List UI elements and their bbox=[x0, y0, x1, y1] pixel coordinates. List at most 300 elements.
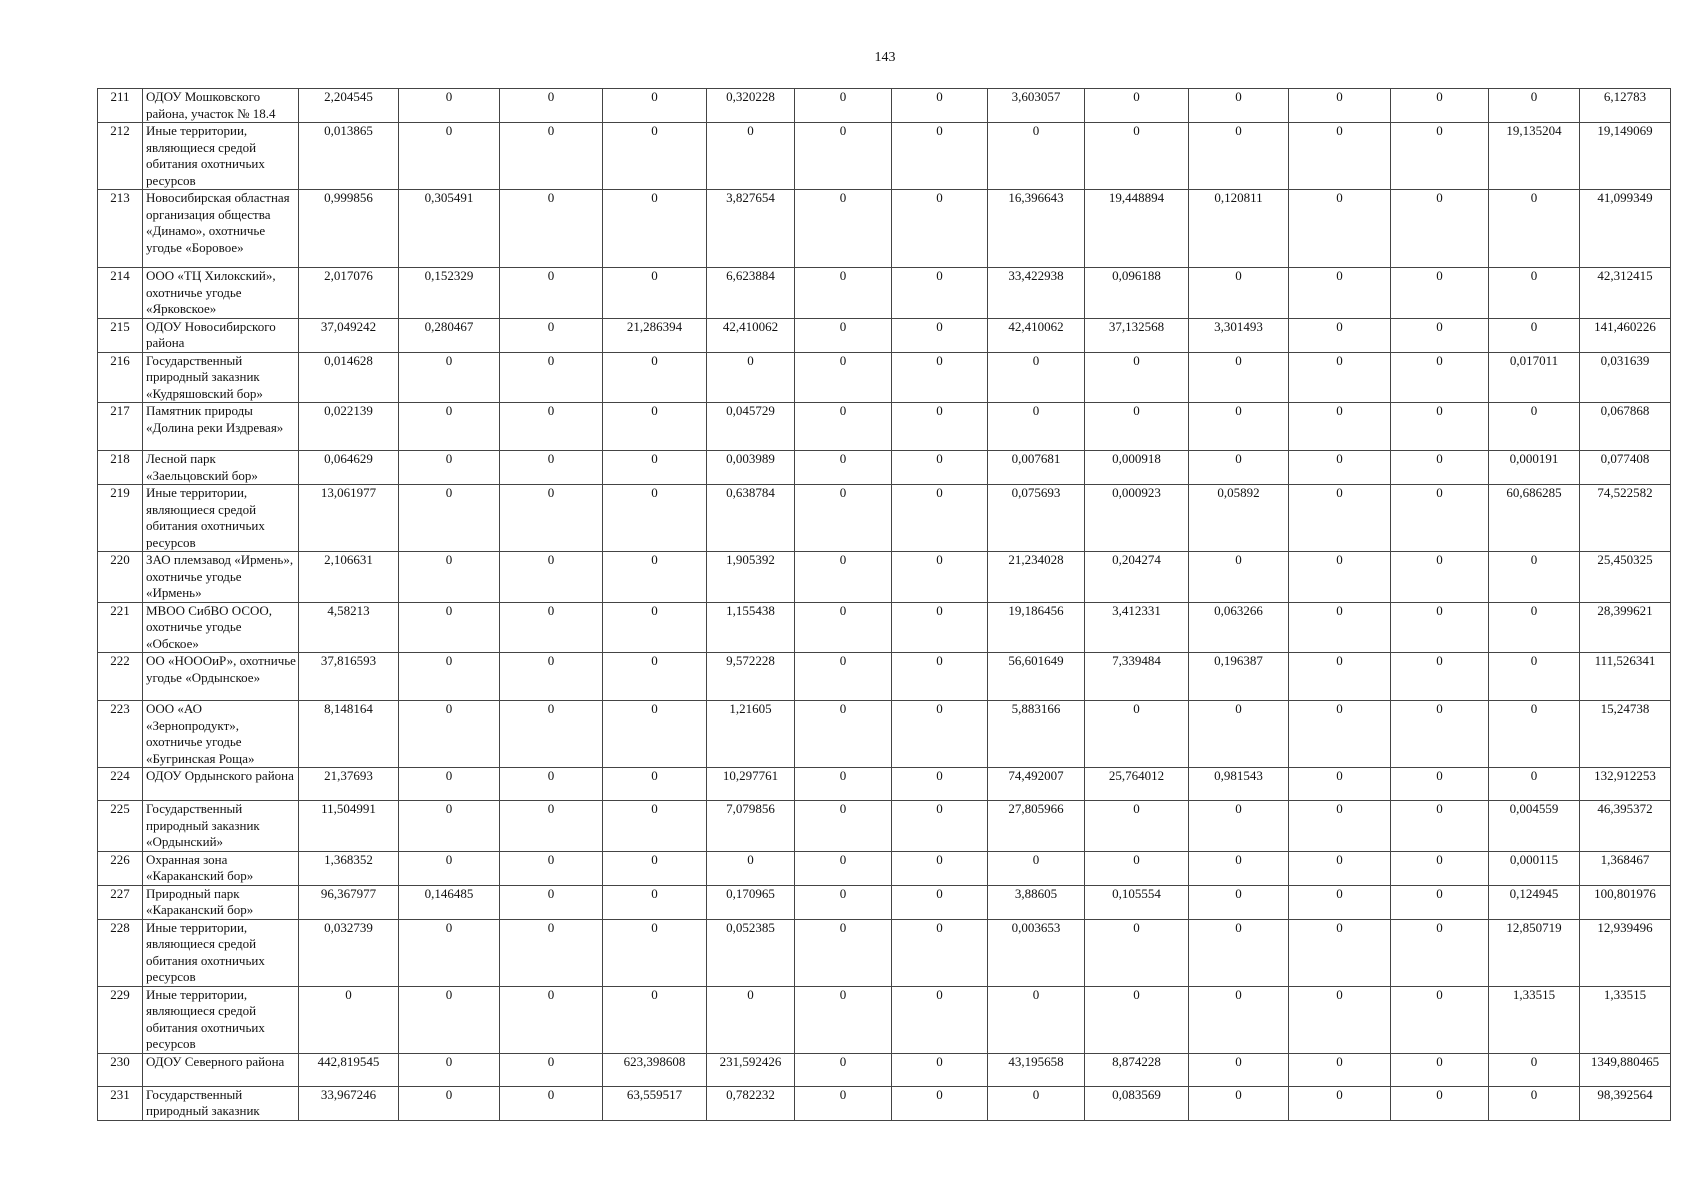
value-cell: 0,120811 bbox=[1189, 190, 1289, 268]
territory-name: ЗАО племзавод «Ирмень», охотничье угодье «Ирмень» bbox=[143, 552, 299, 603]
value-cell: 0 bbox=[795, 653, 892, 701]
value-cell: 231,592426 bbox=[707, 1053, 795, 1086]
value-cell: 1,368352 bbox=[299, 851, 399, 885]
table-row bbox=[98, 190, 1671, 268]
value-cell: 0 bbox=[1289, 451, 1391, 485]
value-cell: 74,522582 bbox=[1580, 485, 1671, 552]
value-cell: 0,305491 bbox=[399, 190, 500, 268]
table-row bbox=[98, 768, 1671, 801]
value-cell: 0 bbox=[892, 919, 988, 986]
territory-name: Иные территории, являющиеся средой обитания охотничьих ресурсов bbox=[143, 986, 299, 1053]
value-cell: 0 bbox=[892, 701, 988, 768]
value-cell: 37,816593 bbox=[299, 653, 399, 701]
value-cell: 42,410062 bbox=[988, 318, 1085, 352]
territory-name: ОДОУ Ордынского района bbox=[143, 768, 299, 801]
value-cell: 0 bbox=[1489, 403, 1580, 451]
value-cell: 3,88605 bbox=[988, 885, 1085, 919]
value-cell: 0 bbox=[603, 352, 707, 403]
value-cell: 0 bbox=[1391, 919, 1489, 986]
table-row bbox=[98, 1086, 1671, 1120]
value-cell: 28,399621 bbox=[1580, 602, 1671, 653]
value-cell: 0 bbox=[1085, 701, 1189, 768]
row-number: 216 bbox=[98, 352, 143, 403]
value-cell: 0,320228 bbox=[707, 89, 795, 123]
value-cell: 12,939496 bbox=[1580, 919, 1671, 986]
table-row bbox=[98, 602, 1671, 653]
value-cell: 0 bbox=[299, 986, 399, 1053]
table-row bbox=[98, 318, 1671, 352]
value-cell: 33,422938 bbox=[988, 268, 1085, 319]
value-cell: 0 bbox=[1489, 552, 1580, 603]
value-cell: 0 bbox=[1489, 1086, 1580, 1120]
territory-name: ОДОУ Новосибирского района bbox=[143, 318, 299, 352]
value-cell: 0,152329 bbox=[399, 268, 500, 319]
value-cell: 0 bbox=[988, 403, 1085, 451]
value-cell: 0 bbox=[1085, 919, 1189, 986]
value-cell: 0,032739 bbox=[299, 919, 399, 986]
value-cell: 0 bbox=[1085, 801, 1189, 852]
value-cell: 0 bbox=[500, 318, 603, 352]
value-cell: 0 bbox=[795, 268, 892, 319]
value-cell: 0 bbox=[795, 701, 892, 768]
table-row bbox=[98, 352, 1671, 403]
value-cell: 0 bbox=[1289, 1086, 1391, 1120]
value-cell: 0 bbox=[892, 653, 988, 701]
value-cell: 0 bbox=[1391, 485, 1489, 552]
value-cell: 0 bbox=[399, 986, 500, 1053]
table-row bbox=[98, 1053, 1671, 1086]
value-cell: 21,37693 bbox=[299, 768, 399, 801]
value-cell: 0 bbox=[892, 1086, 988, 1120]
value-cell: 0 bbox=[892, 986, 988, 1053]
value-cell: 12,850719 bbox=[1489, 919, 1580, 986]
value-cell: 0 bbox=[988, 1086, 1085, 1120]
value-cell: 0 bbox=[1391, 89, 1489, 123]
value-cell: 0 bbox=[603, 602, 707, 653]
value-cell: 33,967246 bbox=[299, 1086, 399, 1120]
value-cell: 0 bbox=[1489, 318, 1580, 352]
value-cell: 1,368467 bbox=[1580, 851, 1671, 885]
value-cell: 0 bbox=[795, 485, 892, 552]
value-cell: 0 bbox=[603, 268, 707, 319]
value-cell: 0 bbox=[1085, 123, 1189, 190]
row-number: 227 bbox=[98, 885, 143, 919]
value-cell: 0 bbox=[500, 701, 603, 768]
value-cell: 0 bbox=[1289, 851, 1391, 885]
value-cell: 0 bbox=[795, 885, 892, 919]
value-cell: 442,819545 bbox=[299, 1053, 399, 1086]
value-cell: 0,000923 bbox=[1085, 485, 1189, 552]
value-cell: 0 bbox=[1289, 268, 1391, 319]
data-table bbox=[97, 88, 1671, 1121]
value-cell: 0 bbox=[500, 1086, 603, 1120]
value-cell: 41,099349 bbox=[1580, 190, 1671, 268]
territory-name: Иные территории, являющиеся средой обитания охотничьих ресурсов bbox=[143, 485, 299, 552]
value-cell: 0 bbox=[500, 89, 603, 123]
value-cell: 3,412331 bbox=[1085, 602, 1189, 653]
value-cell: 0 bbox=[1085, 986, 1189, 1053]
value-cell: 0,004559 bbox=[1489, 801, 1580, 852]
value-cell: 0 bbox=[1289, 352, 1391, 403]
value-cell: 46,395372 bbox=[1580, 801, 1671, 852]
value-cell: 0 bbox=[500, 919, 603, 986]
value-cell: 25,764012 bbox=[1085, 768, 1189, 801]
table-row bbox=[98, 653, 1671, 701]
value-cell: 15,24738 bbox=[1580, 701, 1671, 768]
value-cell: 16,396643 bbox=[988, 190, 1085, 268]
value-cell: 0 bbox=[1391, 268, 1489, 319]
value-cell: 0 bbox=[1289, 1053, 1391, 1086]
value-cell: 11,504991 bbox=[299, 801, 399, 852]
value-cell: 0,000191 bbox=[1489, 451, 1580, 485]
value-cell: 0 bbox=[1489, 190, 1580, 268]
value-cell: 1349,880465 bbox=[1580, 1053, 1671, 1086]
value-cell: 1,33515 bbox=[1489, 986, 1580, 1053]
value-cell: 0 bbox=[1189, 919, 1289, 986]
row-number: 225 bbox=[98, 801, 143, 852]
value-cell: 0 bbox=[1085, 352, 1189, 403]
value-cell: 0 bbox=[1189, 268, 1289, 319]
value-cell: 0 bbox=[603, 701, 707, 768]
value-cell: 0 bbox=[795, 851, 892, 885]
value-cell: 0 bbox=[1289, 986, 1391, 1053]
value-cell: 0 bbox=[603, 485, 707, 552]
value-cell: 0 bbox=[1189, 451, 1289, 485]
value-cell: 0,007681 bbox=[988, 451, 1085, 485]
value-cell: 0 bbox=[1085, 851, 1189, 885]
value-cell: 0 bbox=[1289, 919, 1391, 986]
value-cell: 0,045729 bbox=[707, 403, 795, 451]
value-cell: 0 bbox=[1189, 885, 1289, 919]
value-cell: 0 bbox=[1289, 89, 1391, 123]
value-cell: 0 bbox=[1189, 986, 1289, 1053]
value-cell: 25,450325 bbox=[1580, 552, 1671, 603]
value-cell: 0 bbox=[603, 190, 707, 268]
value-cell: 8,874228 bbox=[1085, 1053, 1189, 1086]
value-cell: 0,196387 bbox=[1189, 653, 1289, 701]
value-cell: 0 bbox=[500, 851, 603, 885]
value-cell: 10,297761 bbox=[707, 768, 795, 801]
value-cell: 0 bbox=[399, 89, 500, 123]
value-cell: 0 bbox=[1289, 403, 1391, 451]
value-cell: 1,21605 bbox=[707, 701, 795, 768]
value-cell: 0 bbox=[892, 768, 988, 801]
row-number: 228 bbox=[98, 919, 143, 986]
value-cell: 0 bbox=[1391, 1053, 1489, 1086]
territory-name: ООО «ТЦ Хилокский», охотничье угодье «Ярковское» bbox=[143, 268, 299, 319]
value-cell: 0 bbox=[1489, 653, 1580, 701]
value-cell: 98,392564 bbox=[1580, 1086, 1671, 1120]
value-cell: 0 bbox=[892, 123, 988, 190]
territory-name: Новосибирская областная организация общества «Динамо», охотничье угодье «Боровое» bbox=[143, 190, 299, 268]
value-cell: 0 bbox=[988, 123, 1085, 190]
value-cell: 0 bbox=[399, 801, 500, 852]
value-cell: 3,603057 bbox=[988, 89, 1085, 123]
value-cell: 0 bbox=[1189, 801, 1289, 852]
value-cell: 0 bbox=[1391, 123, 1489, 190]
value-cell: 0 bbox=[603, 919, 707, 986]
value-cell: 0 bbox=[399, 919, 500, 986]
value-cell: 0,05892 bbox=[1189, 485, 1289, 552]
row-number: 221 bbox=[98, 602, 143, 653]
value-cell: 0,064629 bbox=[299, 451, 399, 485]
value-cell: 0 bbox=[603, 801, 707, 852]
value-cell: 0 bbox=[1189, 403, 1289, 451]
value-cell: 0 bbox=[892, 268, 988, 319]
value-cell: 0 bbox=[500, 451, 603, 485]
value-cell: 0 bbox=[1189, 89, 1289, 123]
value-cell: 0,017011 bbox=[1489, 352, 1580, 403]
value-cell: 0,031639 bbox=[1580, 352, 1671, 403]
value-cell: 0,096188 bbox=[1085, 268, 1189, 319]
value-cell: 0 bbox=[399, 602, 500, 653]
value-cell: 0 bbox=[603, 123, 707, 190]
value-cell: 0,083569 bbox=[1085, 1086, 1189, 1120]
value-cell: 0 bbox=[795, 318, 892, 352]
value-cell: 0 bbox=[399, 768, 500, 801]
value-cell: 0 bbox=[892, 352, 988, 403]
value-cell: 0 bbox=[707, 851, 795, 885]
table-row bbox=[98, 268, 1671, 319]
row-number: 222 bbox=[98, 653, 143, 701]
value-cell: 0 bbox=[1289, 885, 1391, 919]
territory-name: ОДОУ Мошковского района, участок № 18.4 bbox=[143, 89, 299, 123]
value-cell: 19,186456 bbox=[988, 602, 1085, 653]
value-cell: 0 bbox=[707, 123, 795, 190]
value-cell: 0 bbox=[892, 885, 988, 919]
value-cell: 0,013865 bbox=[299, 123, 399, 190]
value-cell: 3,827654 bbox=[707, 190, 795, 268]
value-cell: 37,049242 bbox=[299, 318, 399, 352]
value-cell: 0 bbox=[1489, 768, 1580, 801]
table-row bbox=[98, 919, 1671, 986]
value-cell: 0 bbox=[1189, 552, 1289, 603]
value-cell: 0,000918 bbox=[1085, 451, 1189, 485]
value-cell: 0 bbox=[892, 552, 988, 603]
value-cell: 0 bbox=[1391, 451, 1489, 485]
row-number: 218 bbox=[98, 451, 143, 485]
value-cell: 0 bbox=[1189, 851, 1289, 885]
value-cell: 0 bbox=[988, 352, 1085, 403]
value-cell: 0 bbox=[603, 552, 707, 603]
value-cell: 7,339484 bbox=[1085, 653, 1189, 701]
value-cell: 0 bbox=[1189, 1086, 1289, 1120]
value-cell: 1,905392 bbox=[707, 552, 795, 603]
value-cell: 0 bbox=[603, 768, 707, 801]
value-cell: 0 bbox=[1391, 768, 1489, 801]
value-cell: 0 bbox=[1289, 801, 1391, 852]
value-cell: 74,492007 bbox=[988, 768, 1085, 801]
value-cell: 0 bbox=[399, 123, 500, 190]
value-cell: 2,017076 bbox=[299, 268, 399, 319]
value-cell: 0 bbox=[500, 768, 603, 801]
value-cell: 0,170965 bbox=[707, 885, 795, 919]
value-cell: 0 bbox=[500, 801, 603, 852]
territory-name: Государственный природный заказник «Кудряшовский бор» bbox=[143, 352, 299, 403]
value-cell: 42,312415 bbox=[1580, 268, 1671, 319]
value-cell: 19,448894 bbox=[1085, 190, 1189, 268]
value-cell: 0,146485 bbox=[399, 885, 500, 919]
territory-name: Природный парк «Караканский бор» bbox=[143, 885, 299, 919]
territory-name: Государственный природный заказник bbox=[143, 1086, 299, 1120]
row-number: 217 bbox=[98, 403, 143, 451]
value-cell: 0 bbox=[603, 986, 707, 1053]
value-cell: 0 bbox=[1289, 485, 1391, 552]
value-cell: 0 bbox=[795, 352, 892, 403]
value-cell: 21,234028 bbox=[988, 552, 1085, 603]
value-cell: 0 bbox=[1391, 190, 1489, 268]
value-cell: 0,782232 bbox=[707, 1086, 795, 1120]
row-number: 213 bbox=[98, 190, 143, 268]
value-cell: 0 bbox=[399, 653, 500, 701]
value-cell: 0 bbox=[500, 602, 603, 653]
value-cell: 0 bbox=[1189, 1053, 1289, 1086]
value-cell: 0 bbox=[707, 352, 795, 403]
value-cell: 0 bbox=[1391, 403, 1489, 451]
value-cell: 0 bbox=[892, 403, 988, 451]
value-cell: 0 bbox=[603, 851, 707, 885]
value-cell: 0 bbox=[1289, 123, 1391, 190]
value-cell: 0,077408 bbox=[1580, 451, 1671, 485]
value-cell: 13,061977 bbox=[299, 485, 399, 552]
value-cell: 0 bbox=[1391, 653, 1489, 701]
table-row bbox=[98, 701, 1671, 768]
value-cell: 0,124945 bbox=[1489, 885, 1580, 919]
territory-name: Охранная зона «Караканский бор» bbox=[143, 851, 299, 885]
value-cell: 0 bbox=[500, 1053, 603, 1086]
value-cell: 0 bbox=[399, 552, 500, 603]
territory-name: Иные территории, являющиеся средой обитания охотничьих ресурсов bbox=[143, 123, 299, 190]
value-cell: 0 bbox=[500, 986, 603, 1053]
value-cell: 141,460226 bbox=[1580, 318, 1671, 352]
value-cell: 0 bbox=[795, 1086, 892, 1120]
value-cell: 6,623884 bbox=[707, 268, 795, 319]
table-row bbox=[98, 851, 1671, 885]
value-cell: 0 bbox=[795, 552, 892, 603]
value-cell: 0 bbox=[988, 986, 1085, 1053]
value-cell: 4,58213 bbox=[299, 602, 399, 653]
value-cell: 0 bbox=[795, 1053, 892, 1086]
table-row bbox=[98, 801, 1671, 852]
value-cell: 111,526341 bbox=[1580, 653, 1671, 701]
value-cell: 63,559517 bbox=[603, 1086, 707, 1120]
value-cell: 0 bbox=[795, 602, 892, 653]
row-number: 219 bbox=[98, 485, 143, 552]
value-cell: 0 bbox=[1289, 552, 1391, 603]
value-cell: 0 bbox=[707, 986, 795, 1053]
row-number: 224 bbox=[98, 768, 143, 801]
territory-name: МВОО СибВО ОСОО, охотничье угодье «Обское» bbox=[143, 602, 299, 653]
value-cell: 0 bbox=[500, 552, 603, 603]
value-cell: 0 bbox=[795, 403, 892, 451]
value-cell: 0 bbox=[1489, 268, 1580, 319]
value-cell: 0 bbox=[399, 851, 500, 885]
value-cell: 100,801976 bbox=[1580, 885, 1671, 919]
value-cell: 0,105554 bbox=[1085, 885, 1189, 919]
territory-name: Памятник природы «Долина реки Издревая» bbox=[143, 403, 299, 451]
value-cell: 0 bbox=[500, 403, 603, 451]
value-cell: 0 bbox=[1391, 701, 1489, 768]
value-cell: 0,014628 bbox=[299, 352, 399, 403]
value-cell: 0,999856 bbox=[299, 190, 399, 268]
table-row bbox=[98, 885, 1671, 919]
value-cell: 0 bbox=[1289, 653, 1391, 701]
row-number: 229 bbox=[98, 986, 143, 1053]
table-row bbox=[98, 123, 1671, 190]
value-cell: 0,280467 bbox=[399, 318, 500, 352]
value-cell: 0 bbox=[399, 485, 500, 552]
value-cell: 0 bbox=[795, 801, 892, 852]
table-row bbox=[98, 485, 1671, 552]
territory-name: Лесной парк «Заельцовский бор» bbox=[143, 451, 299, 485]
value-cell: 0 bbox=[1289, 701, 1391, 768]
value-cell: 0 bbox=[988, 851, 1085, 885]
value-cell: 19,135204 bbox=[1489, 123, 1580, 190]
row-number: 220 bbox=[98, 552, 143, 603]
value-cell: 0 bbox=[1391, 801, 1489, 852]
row-number: 223 bbox=[98, 701, 143, 768]
value-cell: 0 bbox=[892, 89, 988, 123]
value-cell: 0 bbox=[500, 653, 603, 701]
value-cell: 0 bbox=[1289, 318, 1391, 352]
value-cell: 0 bbox=[1391, 986, 1489, 1053]
value-cell: 7,079856 bbox=[707, 801, 795, 852]
value-cell: 0 bbox=[603, 653, 707, 701]
row-number: 214 bbox=[98, 268, 143, 319]
value-cell: 5,883166 bbox=[988, 701, 1085, 768]
value-cell: 0 bbox=[1189, 701, 1289, 768]
table-row bbox=[98, 552, 1671, 603]
value-cell: 0 bbox=[399, 1053, 500, 1086]
value-cell: 0,000115 bbox=[1489, 851, 1580, 885]
value-cell: 0 bbox=[1489, 1053, 1580, 1086]
value-cell: 0 bbox=[1189, 352, 1289, 403]
value-cell: 2,204545 bbox=[299, 89, 399, 123]
territory-name: ОДОУ Северного района bbox=[143, 1053, 299, 1086]
value-cell: 0,022139 bbox=[299, 403, 399, 451]
value-cell: 0 bbox=[795, 89, 892, 123]
table-row bbox=[98, 451, 1671, 485]
value-cell: 0 bbox=[1391, 352, 1489, 403]
value-cell: 37,132568 bbox=[1085, 318, 1189, 352]
row-number: 226 bbox=[98, 851, 143, 885]
table-row bbox=[98, 986, 1671, 1053]
value-cell: 0 bbox=[603, 451, 707, 485]
value-cell: 0 bbox=[795, 451, 892, 485]
value-cell: 0 bbox=[1085, 403, 1189, 451]
table-row bbox=[98, 89, 1671, 123]
value-cell: 0 bbox=[500, 885, 603, 919]
value-cell: 60,686285 bbox=[1489, 485, 1580, 552]
value-cell: 0 bbox=[399, 451, 500, 485]
value-cell: 0 bbox=[603, 89, 707, 123]
row-number: 211 bbox=[98, 89, 143, 123]
value-cell: 0 bbox=[399, 403, 500, 451]
value-cell: 6,12783 bbox=[1580, 89, 1671, 123]
value-cell: 623,398608 bbox=[603, 1053, 707, 1086]
value-cell: 0,638784 bbox=[707, 485, 795, 552]
value-cell: 0 bbox=[1189, 123, 1289, 190]
row-number: 212 bbox=[98, 123, 143, 190]
value-cell: 0 bbox=[1489, 701, 1580, 768]
value-cell: 27,805966 bbox=[988, 801, 1085, 852]
value-cell: 0 bbox=[892, 602, 988, 653]
value-cell: 2,106631 bbox=[299, 552, 399, 603]
value-cell: 0 bbox=[399, 1086, 500, 1120]
value-cell: 19,149069 bbox=[1580, 123, 1671, 190]
value-cell: 42,410062 bbox=[707, 318, 795, 352]
value-cell: 1,33515 bbox=[1580, 986, 1671, 1053]
